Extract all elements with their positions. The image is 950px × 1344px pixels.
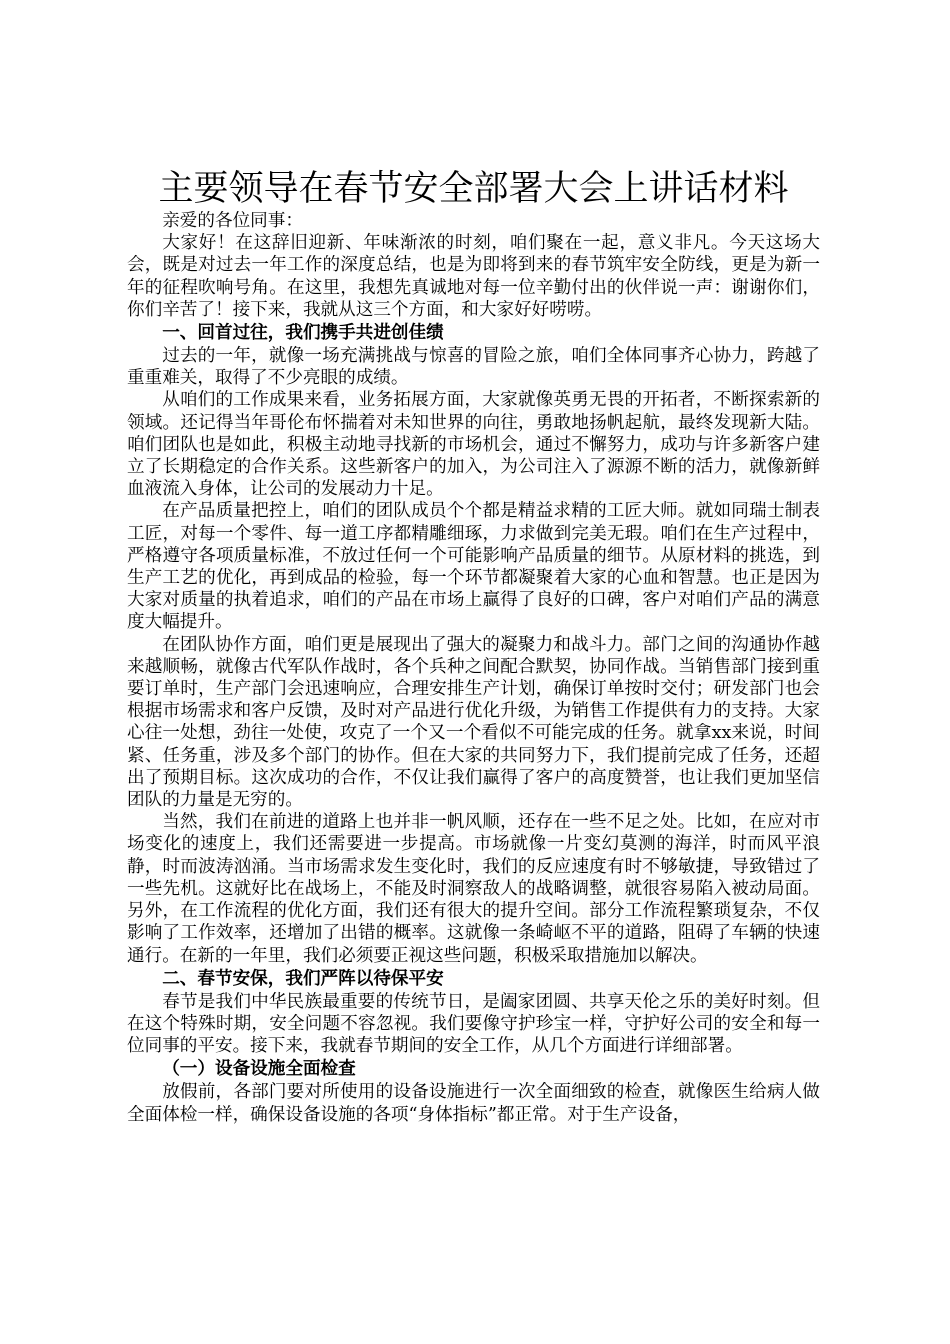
document-page [127, 168, 820, 1126]
paragraph: 当然，我们在前进的道路上也并非一帆风顺，还存在一些不足之处。比如，在应对市场变化的速度上，我们还需要进一步提高。市场就像一片变幻莫测的海洋，时而风平浪静，时而波涛汹涌。当市场需求发生变化时，我们的反应速度有时不够敏捷，导致错过了一些先机。这就好比在战场上，不能及时洞察敌人的战略调整，就很容易陷入被动局面。另外，在工作流程的优化方面，我们还有很大的提升空间。部分工作流程繁琐复杂，不仅影响了工作效率，还增加了出错的概率。这就像一条崎岖不平的道路，阻碍了车辆的快速通行。在新的一年里，我们必须要正视这些问题，积极采取措施加以解决。 [127, 812, 820, 966]
section-heading-2: 二、春节安保，我们严阵以待保平安 [162, 967, 444, 989]
paragraph: 放假前，各部门要对所使用的设备设施进行一次全面细致的检查，就像医生给病人做全面体检一样，确保设备设施的各项“身体指标”都正常。对于生产设备， [127, 1082, 820, 1125]
section-heading-1: 一、回首过往，我们携手共进创佳绩 [162, 322, 444, 344]
paragraph: 从咱们的工作成果来看，业务拓展方面，大家就像英勇无畏的开拓者，不断探索新的领域。还记得当年哥伦布怀揣着对未知世界的向往，勇敢地扬帆起航，最终发现新大陆。咱们团队也是如此，积极主动地寻找新的市场机会，通过不懈努力，成功与许多新客户建立了长期稳定的合作关系。这些新客户的加入，为公司注入了源源不断的活力，就像新鲜血液流入身体，让公司的发展动力十足。 [127, 390, 820, 500]
paragraph-intro: 大家好！在这辞旧迎新、年味渐浓的时刻，咱们聚在一起，意义非凡。今天这场大会，既是对过去一年工作的深度总结，也是为即将到来的春节筑牢安全防线，更是为新一年的征程吹响号角。在这里，我想先真诚地对每一位辛勤付出的伙伴说一声：谢谢你们，你们辛苦了！接下来，我就从这三个方面，和大家好好唠唠。 [127, 233, 820, 320]
paragraph: 春节是我们中华民族最重要的传统节日，是阖家团圆、共享天伦之乐的美好时刻。但在这个特殊时期，安全问题不容忽视。我们要像守护珍宝一样，守护好公司的安全和每一位同事的平安。接下来，我就春节期间的安全工作，从几个方面进行详细部署。 [127, 991, 820, 1057]
document-title: 主要领导在春节安全部署大会上讲话材料 [158, 169, 789, 209]
paragraph: 过去的一年，就像一场充满挑战与惊喜的冒险之旅，咱们全体同事齐心协力，跨越了重重难关，取得了不少亮眼的成绩。 [127, 346, 820, 389]
paragraph: 在团队协作方面，咱们更是展现出了强大的凝聚力和战斗力。部门之间的沟通协作越来越顺畅，就像古代军队作战时，各个兵种之间配合默契，协同作战。当销售部门接到重要订单时，生产部门会迅速响应，合理安排生产计划，确保订单按时交付；研发部门也会根据市场需求和客户反馈，及时对产品进行优化升级，为销售工作提供有力的支持。大家心往一处想，劲往一处使，攻克了一个又一个看似不可能完成的任务。就拿xx来说，时间紧、任务重，涉及多个部门的协作。但在大家的共同努力下，我们提前完成了任务，还超出了预期目标。这次成功的合作，不仅让我们赢得了客户的高度赞誉，也让我们更加坚信团队的力量是无穷的。 [127, 634, 820, 811]
paragraph: 在产品质量把控上，咱们的团队成员个个都是精益求精的工匠大师。就如同瑞士制表工匠，对每一个零件、每一道工序都精雕细琢，力求做到完美无瑕。咱们在生产过程中，严格遵守各项质量标准，不放过任何一个可能影响产品质量的细节。从原材料的挑选，到生产工艺的优化，再到成品的检验，每一个环节都凝聚着大家的心血和智慧。也正是因为大家对质量的执着追求，咱们的产品在市场上赢得了良好的口碑，客户对咱们产品的满意度大幅提升。 [127, 501, 820, 633]
subsection-heading-1: （一）设备设施全面检查 [162, 1058, 356, 1080]
salutation: 亲爱的各位同事： [162, 211, 303, 231]
